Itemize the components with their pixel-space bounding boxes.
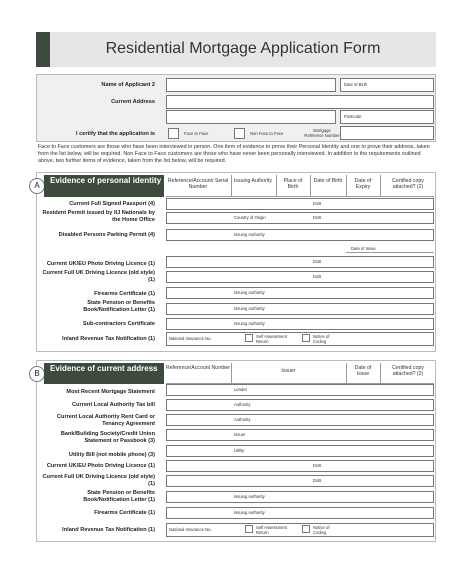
b-rent-field[interactable] — [166, 414, 434, 426]
face-to-face-checkbox[interactable] — [168, 128, 179, 139]
a-resident-field[interactable] — [166, 212, 434, 224]
page-title: Residential Mortgage Application Form — [105, 40, 381, 57]
a-self-assessment-checkbox[interactable] — [245, 334, 253, 342]
a-row-tax-notification: Inland Revenue Tax Notification (1) — [62, 336, 155, 342]
title-bar — [36, 32, 436, 67]
a-row-firearms: Firearms Certificate (1) — [94, 291, 155, 297]
a-photo-licence-field[interactable] — [166, 256, 434, 268]
b-row-photo-licence: Current UK/EU Photo Driving Licence (1) — [46, 463, 155, 469]
b-full-licence-field[interactable] — [166, 475, 434, 487]
b-row-tax-notification: Inland Revenue Tax Notification (1) — [62, 527, 155, 533]
b-mortgage-field[interactable] — [166, 384, 434, 396]
a-row-resident-permit: Resident Permit issued by IIJ Nationals by the Home Office — [42, 210, 155, 223]
b-pension-field[interactable] — [166, 491, 434, 503]
b-utility-field[interactable] — [166, 445, 434, 457]
a-full-licence-field[interactable] — [166, 271, 434, 283]
col-b-date: Date of Issue — [354, 365, 372, 377]
a-row-passport: Current Full Signed Passport (4) — [69, 201, 155, 207]
applicant-name-field[interactable] — [166, 78, 336, 92]
b-row-full-licence: Current Full UK Driving Licence (old style) (1) — [42, 474, 155, 487]
dob-label: Date of Birth — [344, 82, 368, 87]
mortgage-ref-field[interactable] — [340, 126, 434, 140]
mortgage-ref-label: Mortgage Reference Number — [304, 128, 340, 138]
b-notice-coding-checkbox[interactable] — [302, 525, 310, 533]
a-row-photo-licence: Current UK/EU Photo Driving Licence (1) — [46, 261, 155, 267]
section-a-letter: A — [29, 178, 45, 194]
non-face-to-face-checkbox[interactable] — [234, 128, 245, 139]
b-row-pension: State Pension or Benefits Book/Notification Letter (1) — [83, 490, 155, 503]
section-b-title: Evidence of current address — [44, 363, 164, 384]
a-passport-field[interactable] — [166, 198, 434, 210]
section-a-title: Evidence of personal identity — [44, 175, 164, 197]
date-of-issue-label: Date of Issue — [351, 246, 376, 251]
b-row-tax-bill: Current Local Authority Tax bill — [72, 402, 155, 408]
b-firearms-field[interactable] — [166, 507, 434, 519]
certify-label: I certify that the application is — [76, 131, 155, 137]
b-tax-bill-field[interactable] — [166, 399, 434, 411]
col-a-ref: Reference/Account/ Serial Number — [167, 178, 229, 190]
b-row-mortgage-statement: Most Recent Mortgage Statement — [66, 389, 155, 395]
b-photo-licence-field[interactable] — [166, 460, 434, 472]
postcode-label: Postcode — [344, 114, 362, 119]
b-bank-field[interactable] — [166, 429, 434, 441]
a-row-subcontractor: Sub-contractors Certificate — [82, 321, 155, 327]
b-row-bank-statement: Bank/Building Society/Credit Union Statement or Passbook (3) — [60, 431, 155, 444]
a-firearms-field[interactable] — [166, 287, 434, 299]
col-b-issuer: Issuer — [281, 368, 296, 374]
col-a-dob: Date of Birth — [313, 178, 343, 184]
col-b-certified: Certified copy attached? (2) — [392, 365, 424, 377]
a-disabled-field[interactable] — [166, 229, 434, 241]
non-face-to-face-label: Non Face to Face — [250, 131, 284, 136]
section-b-letter: B — [29, 366, 45, 382]
col-a-issuing: Issuing Authority — [233, 178, 273, 184]
current-address-label: Current Address — [111, 99, 155, 105]
col-a-certified: Certified copy attached? (2) — [392, 178, 424, 190]
a-notice-coding-checkbox[interactable] — [302, 334, 310, 342]
b-row-utility: Utility Bill (not mobile phone) (3) — [68, 452, 155, 458]
a-row-full-licence: Current Full UK Driving Licence (old style) (1) — [42, 270, 155, 283]
b-row-rent-card: Current Local Authority Rent Card or Tenancy Agreement — [57, 414, 155, 427]
a-subcontractor-field[interactable] — [166, 318, 434, 330]
address-field-1[interactable] — [166, 95, 434, 109]
col-a-pob: Place of Birth — [283, 178, 303, 190]
face-to-face-label: Face to Face — [184, 131, 209, 136]
col-b-ref: Reference/Account Number — [166, 365, 231, 371]
b-row-firearms: Firearms Certificate (1) — [94, 510, 155, 516]
a-pension-field[interactable] — [166, 303, 434, 315]
instructions-note: Face to Face customers are those who have been interviewed in person. One item of evidence to prove their Personal Identity and one to prove their address, taken from the list below, will be required. Non Face to Face customers are those who have never been personally interviewed. In addition to the requirements outlined above, two further items of evidence, taken from the list below, will be required. — [38, 144, 430, 164]
b-self-assessment-checkbox[interactable] — [245, 525, 253, 533]
address-field-2[interactable] — [166, 110, 336, 124]
applicant-name-label: Name of Applicant 2 — [101, 82, 155, 88]
a-row-disabled-permit: Disabled Persons Parking Permit (4) — [58, 232, 155, 238]
a-row-pension: State Pension or Benefits Book/Notification Letter (1) — [83, 300, 155, 313]
col-a-expiry: Date of Expiry — [354, 178, 372, 190]
